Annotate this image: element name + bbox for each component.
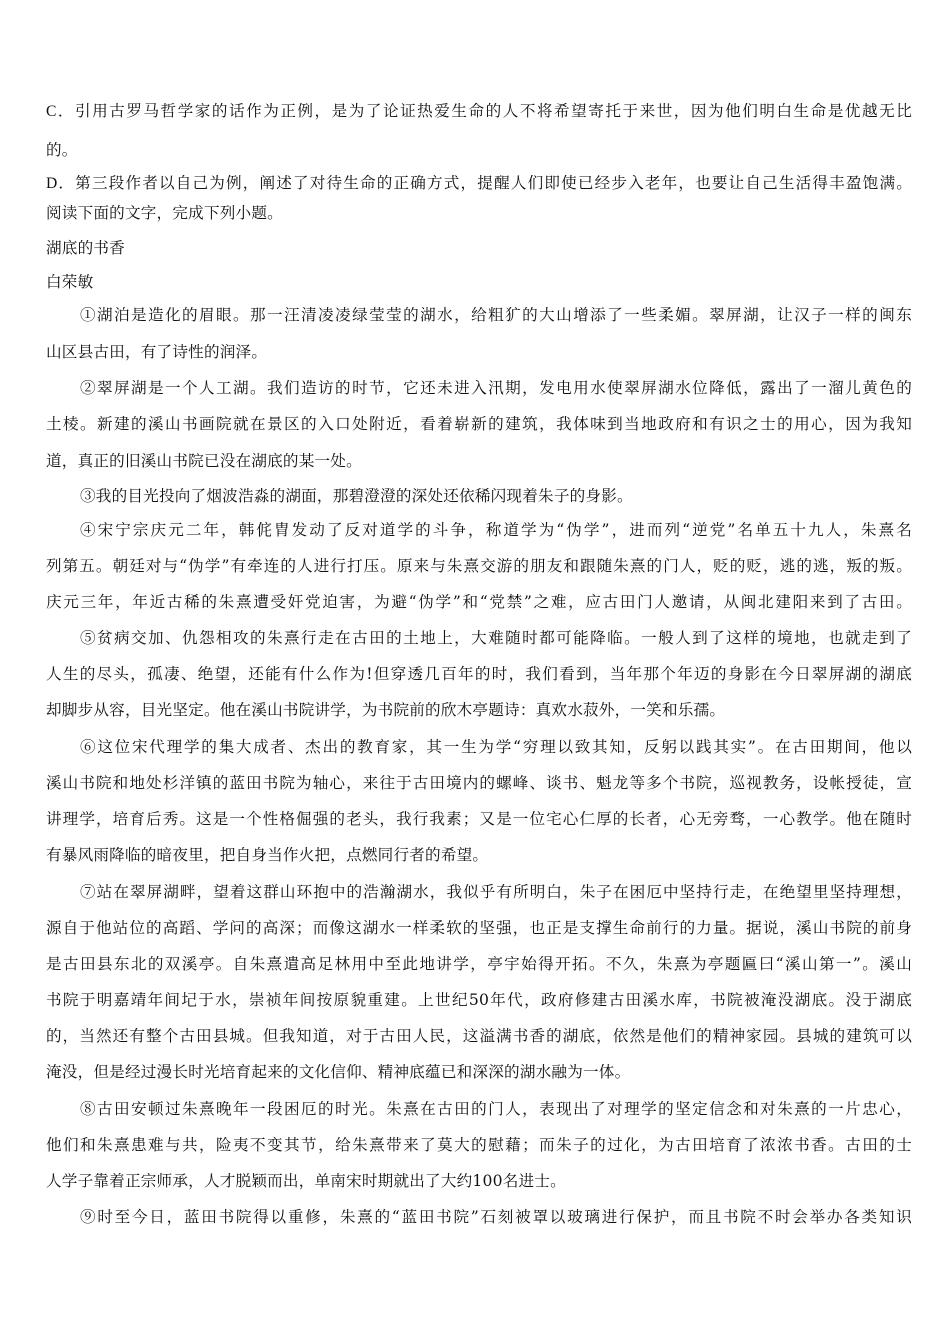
paragraph-5-line-2: 人生的尽头，孤凄、绝望，还能有什么作为!但穿透几百年的时，我们看到，当年那个年迈的身影在今日翠屏湖的湖底 bbox=[46, 665, 912, 683]
article-title: 湖底的书香 bbox=[46, 239, 125, 257]
paragraph-6-line-4: 有暴风雨降临的暗夜里，把自身当作火把，点燃同行者的希望。 bbox=[46, 846, 489, 864]
paragraph-4-line-2: 列第五。朝廷对与“伪学”有牵连的人进行打压。原来与朱熹交游的朋友和跟随朱熹的门人，贬的贬，逃的逃，叛的叛。 bbox=[46, 557, 912, 575]
option-c-line-2: 的。 bbox=[46, 141, 78, 159]
paragraph-3-line-1: ③我的目光投向了烟波浩淼的湖面，那碧澄澄的深处还依稀闪现着朱子的身影。 bbox=[80, 487, 633, 505]
paragraph-8-line-3: 人学子靠着正宗师承，人才脱颖而出，单南宋时期就出了大约100名进士。 bbox=[46, 1172, 566, 1190]
option-d-line-1: D．第三段作者以自己为例，阐述了对待生命的正确方式，提醒人们即使已经步入老年，也要让自己生活得丰盈饱满。 bbox=[46, 175, 912, 192]
paragraph-5-line-1: ⑤贫病交加、仇怨相攻的朱熹行走在古田的土地上，大难随时都可能降临。一般人到了这样的境地，也就走到了 bbox=[80, 629, 912, 647]
paragraph-4-line-3: 庆元三年，年近古稀的朱熹遭受奸党迫害，为避“伪学”和“党禁”之难，应古田门人邀请，从闽北建阳来到了古田。 bbox=[46, 593, 912, 611]
paragraph-1-line-2: 山区县古田，有了诗性的润泽。 bbox=[46, 343, 268, 361]
option-c-line-1: C．引用古罗马哲学家的话作为正例，是为了论证热爱生命的人不将希望寄托于来世，因为他们明白生命是优越无比 bbox=[46, 103, 912, 120]
paragraph-8-line-1: ⑧古田安顿过朱熹晚年一段困厄的时光。朱熹在古田的门人，表现出了对理学的坚定信念和对朱熹的一片忠心， bbox=[80, 1100, 912, 1118]
paragraph-9-line-1: ⑨时至今日，蓝田书院得以重修，朱熹的“蓝田书院”石刻被罩以玻璃进行保护，而且书院不时会举办各类知识 bbox=[80, 1208, 912, 1226]
paragraph-7-line-5: 的，当然还有整个古田县城。但我知道，对于古田人民，这溢满书香的湖底，依然是他们的精神家园。县城的建筑可以 bbox=[46, 1027, 912, 1045]
paragraph-5-line-3: 却脚步从容，目光坚定。他在溪山书院讲学，为书院前的欣木亭题诗：真欢水菽外，一笑和乐孺。 bbox=[46, 701, 726, 719]
paragraph-6-line-1: ⑥这位宋代理学的集大成者、杰出的教育家，其一生为学“穷理以致其知，反躬以践其实”。在古田期间，他以 bbox=[80, 738, 912, 756]
paragraph-7-line-6: 淹没，但是经过漫长时光培育起来的文化信仰、精神底蕴已和深深的湖水融为一体。 bbox=[46, 1063, 631, 1081]
paragraph-2-line-3: 道，真正的旧溪山书院已没在湖底的某一处。 bbox=[46, 452, 362, 470]
paragraph-4-line-1: ④宋宁宗庆元二年，韩侂胄发动了反对道学的斗争，称道学为“伪学”，进而列“逆党”名单五十九人，朱熹名 bbox=[80, 521, 912, 539]
paragraph-2-line-1: ②翠屏湖是一个人工湖。我们造访的时节，它还未进入汛期，发电用水使翠屏湖水位降低，露出了一溜儿黄色的 bbox=[80, 379, 912, 397]
reading-instruction: 阅读下面的文字，完成下列小题。 bbox=[46, 204, 283, 222]
article-author: 白荣敏 bbox=[46, 273, 94, 291]
paragraph-6-line-3: 讲理学，培育后秀。这是一个性格倔强的老头，我行我素；又是一位宅心仁厚的长者，心无旁骛，一心教学。他在随时 bbox=[46, 810, 912, 828]
paragraph-2-line-2: 土棱。新建的溪山书画院就在景区的入口处附近，看着崭新的建筑，我体味到当地政府和有识之士的用心，因为我知 bbox=[46, 415, 912, 433]
paragraph-7-line-4: 书院于明嘉靖年间圮于水，崇祯年间按原貌重建。上世纪50年代，政府修建古田溪水库，书院被淹没湖底。没于湖底 bbox=[46, 991, 912, 1009]
paragraph-8-line-2: 他们和朱熹患难与共，险夷不变其节，给朱熹带来了莫大的慰藉；而朱子的过化，为古田培育了浓浓书香。古田的士 bbox=[46, 1136, 912, 1154]
paragraph-1-line-1: ①湖泊是造化的眉眼。那一汪清凌凌绿莹莹的湖水，给粗犷的大山增添了一些柔媚。翠屏湖，让汉子一样的闽东 bbox=[80, 306, 912, 324]
paragraph-7-line-1: ⑦站在翠屏湖畔，望着这群山环抱中的浩瀚湖水，我似乎有所明白，朱子在困厄中坚持行走，在绝望里坚持理想， bbox=[80, 883, 912, 901]
paragraph-6-line-2: 溪山书院和地处杉洋镇的蓝田书院为轴心，来往于古田境内的螺峰、谈书、魁龙等多个书院，巡视教务，设帐授徒，宣 bbox=[46, 774, 912, 792]
paragraph-7-line-3: 是古田县东北的双溪亭。自朱熹遣高足林用中至此地讲学，亭宇始得开拓。不久，朱熹为亭题匾曰“溪山第一”。溪山 bbox=[46, 955, 912, 973]
paragraph-7-line-2: 源自于他站位的高蹈、学问的高深；而像这湖水一样柔软的坚强，也正是支撑生命前行的力量。据说，溪山书院的前身 bbox=[46, 919, 912, 937]
